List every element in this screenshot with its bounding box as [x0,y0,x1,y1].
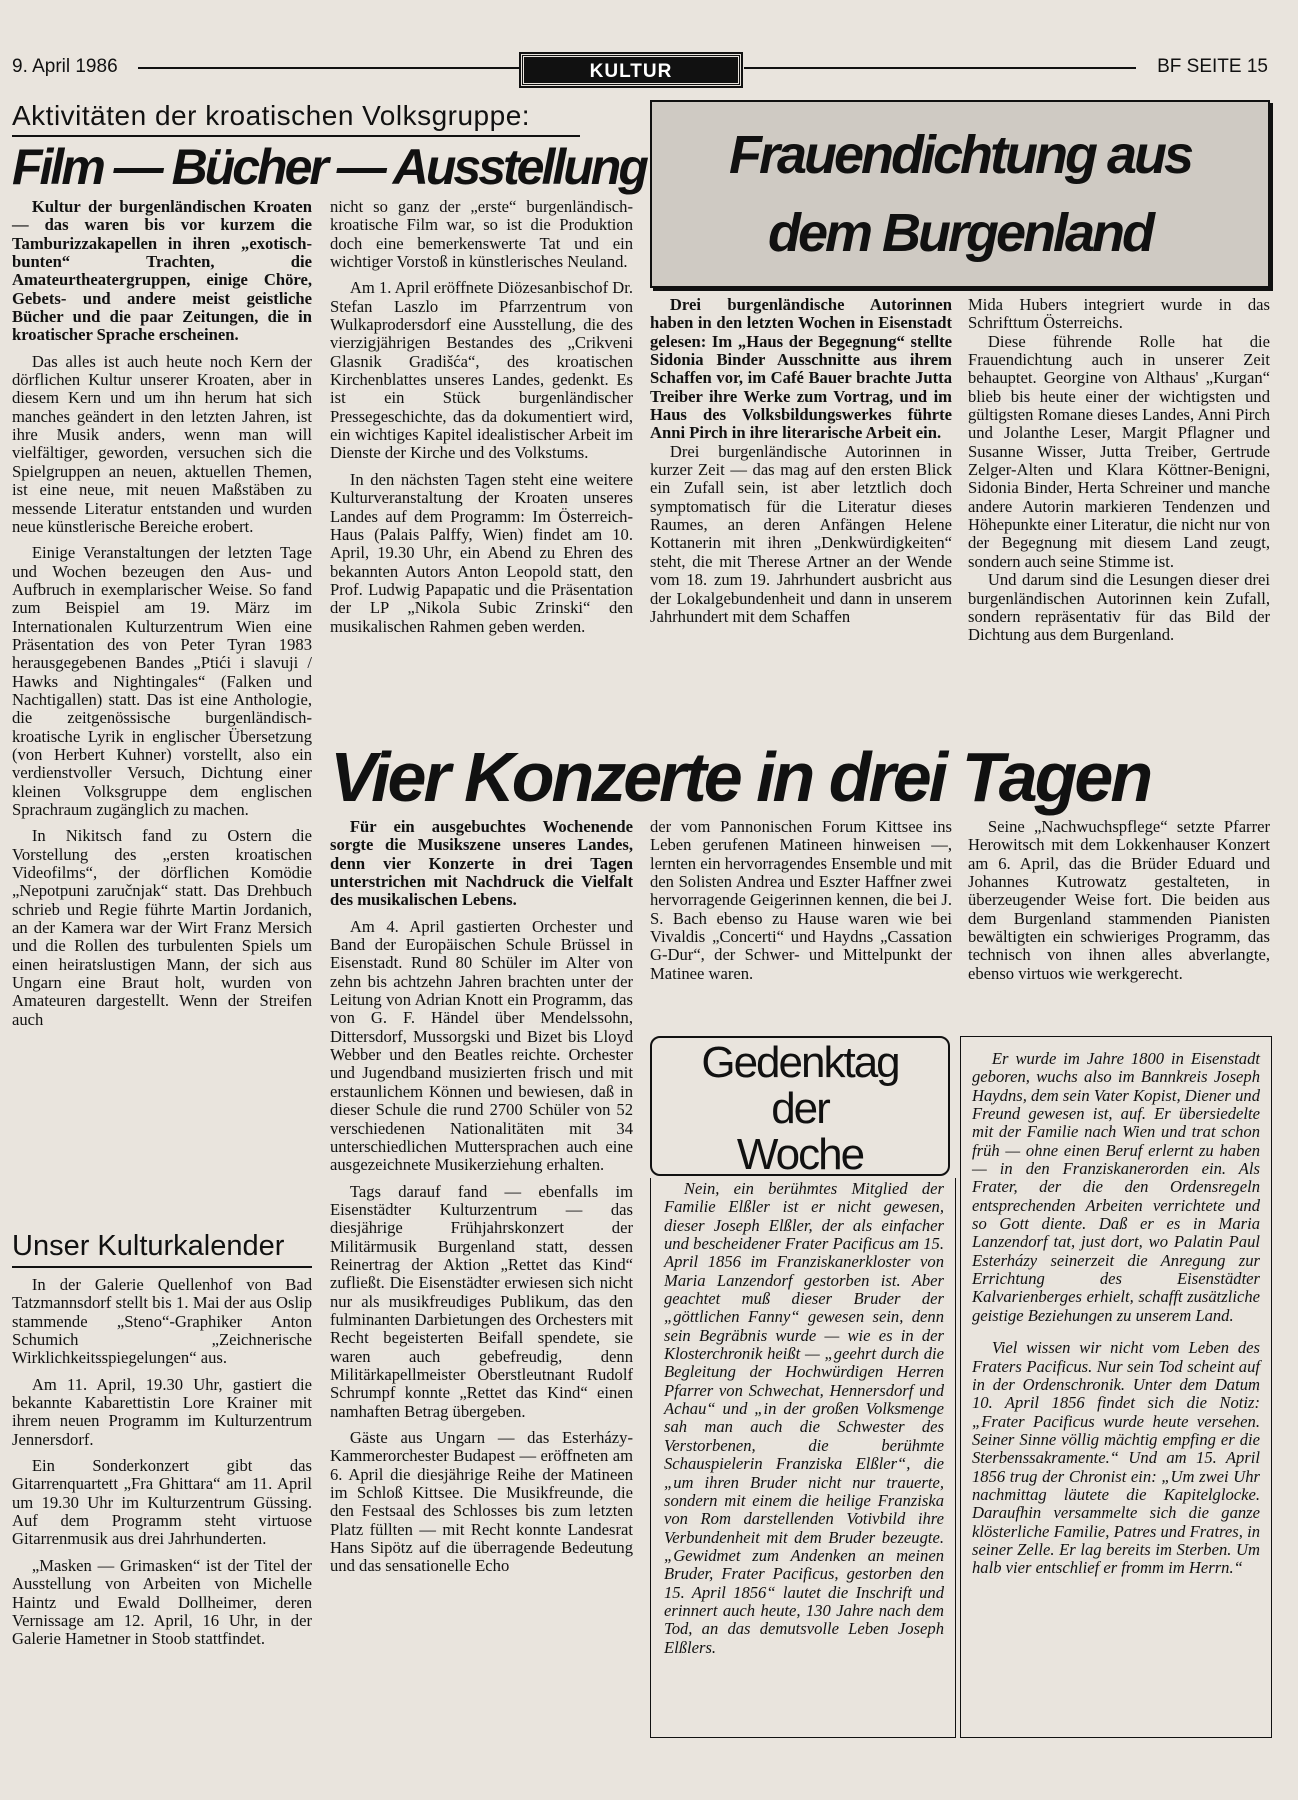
gedenktag-title-box [650,1036,950,1179]
gedenktag-title-3: Woche [736,1130,864,1179]
gedenktag-column-1 [664,1180,944,1657]
section-label: KULTUR [521,54,741,86]
article1-headline: Film — Bücher — Ausstellung [12,139,646,195]
article1-paragraph: Das alles ist auch heute noch Kern der dörflichen Kultur unserer Kroaten, aber in diesem Kern und um ihn herum hat sich manches geändert in den letzten Jahren, ist ihre Musik anders, wenn man will vielfältiger, geworden, versuchen sich die Spielgruppen an neuen, aktuellen Themen, ist eine neue, mit neuen Maßstäben zu messende Literatur entstanden und wurden neue künstlerische Bereiche erobert. [12,351,312,536]
gedenktag-column-2 [972,1050,1260,1578]
kicker-underline [12,135,580,137]
article2-paragraph: Mida Hubers integriert wurde in das Schrifttum Österreichs. [968,295,1270,333]
kalender-headline: Unser Kulturkalender [12,1230,285,1262]
article2-headline-line-2: dem Burgenland [767,203,1153,263]
kalender-underline [12,1266,312,1268]
article3-column-1 [330,818,633,1576]
kalender-column [12,1276,312,1649]
article1-kicker: Aktivitäten der kroatischen Volksgruppe: [12,100,531,131]
article3-column-3 [968,818,1270,983]
article1-paragraph: In Nikitsch fand zu Ostern die Vorstellung des „ersten kroatischen Videofilms“, der dörflichen Komödie „Nepotpuni zaručnjak“ statt. Das Drehbuch schrieb und Regie führte Martin Jordanich, an der Kamera war der Wirt Franz Mersich und die Rollen des turbulenten Spiels um einen heiratslustigen Mann, der sich aus Ungarn eine Braut holt, wurden von Amateuren dargestellt. Wenn der Streifen auch [12,826,312,1029]
gedenktag-paragraph: Nein, ein berühmtes Mitglied der Familie Elßler ist er nicht gewesen, dieser Joseph Elßler, der als einfacher und bescheidener Frater Pacificus am 15. April 1856 im Franziskanerkloster von Maria Lanzendorf gestorben ist. Aber geachtet muß dieser Bruder der „göttlichen Fanny“ gewesen sein, denn sein Begräbnis wurde — wie es in der Klosterchronik heißt — „geehrt durch die Begleitung der Hochwürdigen Herren Pfarrer von Schwechat, Hennersdorf und Achau“ und „in der großen Volksmenge sah man auch die Schwester des Verstorbenen, die berühmte Schauspielerin Franziska Elßler“, die „um ihren Bruder nicht nur trauerte, sondern mit einem die heilige Franziska von Rom darstellenden Votivbild ihre Verbundenheit mit dem Bruder bezeugte. „Gewidmet zum Andenken an meinen Bruder, Frater Pacificus, gestorben den 15. April 1856“ lautet die Inschrift und erinnert auch heute, 130 Jahre nach dem Tod, an das demutsvolle Leben Joseph Elßlers. [664,1179,944,1657]
article2-paragraph: Diese führende Rolle hat die Frauendichtung auch in unserer Zeit behauptet. Georgine von Althaus' „Kurgan“ blieb bis heute einer der wichtigsten und gültigsten Romane dieses Landes, Anni Pirch und Jolanthe Leser, Margit Pflagner und Susanne Wisser, Jutta Treiber, Gertrude Zelger-Alten und Klara Köttner-Benigni, Sidonia Binder, Herta Schreiner und manche andere Autorin markieren Tendenzen und Höhepunkte einer Literatur, die nicht nur von der Begegnung mit diesem Land zeugt, sondern auch seine Stimme ist. [968,331,1270,571]
kalender-paragraph: Ein Sonderkonzert gibt das Gitarrenquartett „Fra Ghittara“ am 11. April um 19.30 Uhr im Kulturzentrum Güssing. Auf dem Programm steht virtuose Gitarrenmusik aus drei Jahrhunderten. [12,1456,312,1549]
article1-paragraph: nicht so ganz der „erste“ burgenländisch-kroatische Film war, so ist die Produktion doch eine bemerkenswerte Tat und ein wichtiger Vorstoß in künstlerisches Neuland. [330,197,633,272]
article3-paragraph: Gäste aus Ungarn — das Esterházy-Kammerorchester Budapest — eröffneten am 6. April die diesjährige Reihe der Matineen im Schloß Kittsee. Die Musikfreunde, die den Festsaal des Schlosses bis zum letzten Platz füllten — mit Recht konnte Landesrat Hans Sipötz auf die überragende Bedeutung und das sensationelle Echo [330,1428,633,1576]
kalender-paragraph: „Masken — Grimasken“ ist der Titel der Ausstellung von Arbeiten von Michelle Haintz und Ewald Dollheimer, deren Vernissage am 12. April, 16 Uhr, in der Galerie Hametner in Stoob stattfindet. [12,1555,312,1649]
article1-column-1 [12,198,312,1029]
article2-headline-box [650,100,1270,288]
article3-paragraph: der vom Pannonischen Forum Kittsee ins Leben gerufenen Matineen hinweisen —, lernten ein hervorragendes Ensemble und mit den Solisten Andrea und Eszter Haffner zwei hervorragende Geigerinnen kennen, die bei J. S. Bach ebenso zu Hause waren wie bei Vivaldis „Concerti“ und Haydns „Cassation G-Dur“, der Schwer- und Mittelpunkt der Matinee waren. [650,817,952,983]
article1-paragraph: Am 1. April eröffnete Diözesanbischof Dr. Stefan Laszlo im Pfarrzentrum von Wulkaprodersdorf eine Ausstellung, die des vierzigjährigen Bestandes des „Crikveni Glasnik Gradišća“, des kroatischen Kirchenblattes unseres Landes, gedenkt. Es ist ein Stück burgenländischer Pressegeschichte, das da dokumentiert wird, ein wichtiges Kapitel idealistischer Arbeit im Dienste der Kirche und des Volkstums. [330,278,634,463]
article2-column-1 [650,296,952,626]
header-rule-right [744,67,1136,69]
article3-column-2 [650,818,952,983]
kalender-paragraph: In der Galerie Quellenhof von Bad Tatzmannsdorf stellt bis 1. Mai der aus Oslip stammende „Steno“-Graphiker Anton Schumich „Zeichnerische Wirklichkeitsspiegelungen“ aus. [12,1275,312,1368]
gedenktag-paragraph: Viel wissen wir nicht vom Leben des Fraters Pacificus. Nur sein Tod scheint auf in der Ordenschronik. Unter dem Datum 10. April 1856 findet sich die Notiz: „Frater Pacificus wurde heute versehen. Seiner Sinne völlig mächtig empfing er die Sterbenssakramente.“ Und am 15. April 1856 trug der Chronist ein: „Um zwei Uhr nachmittag läutete die Kapitelglocke. Daraufhin versammelte sich die ganze klösterliche Familie, Patres und Fratres, in seiner Zelle. Er lag bereits im Sterben. Um halb vier entschlief er fromm im Herrn.“ [972,1338,1260,1578]
article1-lead: Kultur der burgenländischen Kroaten — das waren bis vor kurzem die Tamburizzakapellen in ihren „exotisch-bunten“ Trachten, die Amateurtheatergruppen, einige Chöre, Gebets- und andere meist geistliche Bücher und die paar Zeitungen, die in kroatischer Sprache erscheinen. [12,197,312,345]
article1-column-2 [330,198,633,636]
issue-date: 9. April 1986 [12,56,118,77]
article3-paragraph: Am 4. April gastierten Orchester und Band der Europäischen Schule Brüssel in Eisenstadt. Rund 80 Schüler im Alter von zehn bis achtzehn Jahren brachten unter der Leitung von Adrian Knott ein Programm, das von G. F. Händel über Mendelssohn, Dittersdorf, Mussorgski und Bizet bis Lloyd Webber und den Beatles reichte. Orchester und Jugendband musizierten frisch und mit erstaunlichem Können und bewiesen, daß in dieser Schule die rund 2700 Schüler von 52 verschiedenen Nationalitäten mit 34 unterschiedlichen Muttersprachen auch eine ausgezeichnete Musikerziehung erhalten. [330,916,633,1175]
article1-paragraph: Einige Veranstaltungen der letzten Tage und Wochen bezeugen den Aus- und Aufbruch in exemplarischer Weise. So fand zum Beispiel am 19. März im Internationalen Kulturzentrum Wien eine Präsentation des von Peter Tyran 1983 herausgegebenen Bandes „Ptići i slavuji / Hawks and Nightingales“ (Falken und Nachtigallen) statt. Das ist eine Anthologie, die zeitgenössische burgenländisch-kroatische Lyrik in englischer Übersetzung (von Herbert Kuhner) vorstellt, also ein verdienstvoller Versuch, Dichtung einer kleinen Volksgruppe dem englischen Sprachraum zugänglich zu machen. [12,543,312,819]
header-rule-left [138,67,520,69]
page-number: BF SEITE 15 [1157,56,1268,77]
article2-headline-line-1: Frauendichtung aus [728,125,1192,185]
article2-paragraph: Drei burgenländische Autorinnen in kurzer Zeit — das mag auf den ersten Blick ein Zufall sein, ist aber letztlich doch symptomatisch für die Literatur dieses Raumes, an deren Anfängen Helene Kottanerin mit ihren „Denkwürdigkeiten“ steht, die mit Therese Artner an der Wende vom 18. zum 19. Jahrhundert ausbricht aus der Lokalgebundenheit und dann in unserem Jahrhundert mit dem Schaffen [650,441,952,626]
gedenktag-title-2: der [771,1084,829,1133]
article2-lead: Drei burgenländische Autorinnen haben in den letzten Wochen in Eisenstadt gelesen: Im „Haus der Begegnung“ stellte Sidonia Binder Ausschnitte aus ihrem Schaffen vor, im Café Bauer brachte Jutta Treiber ihre Werke zum Vortrag, und im Haus des Volksbildungswerkes führte Anni Pirch in ihre literarische Arbeit ein. [650,295,952,443]
article3-headline: Vier Konzerte in drei Tagen [330,738,1151,816]
article1-paragraph: In den nächsten Tagen steht eine weitere Kulturveranstaltung der Kroaten unseres Landes auf dem Programm: Im Österreich-Haus (Palais Palffy, Wien) findet am 10. April, 19.30 Uhr, ein Abend zu Ehren des bekannten Autors Anton Leopold statt, den Prof. Ludwig Papapatic und die Präsentation der LP „Nikola Subic Zrinski“ den musikalischen Rahmen geben werden. [330,469,633,636]
article2-paragraph: Und darum sind die Lesungen dieser drei burgenländischen Autorinnen kein Zufall, sondern repräsentativ für das Bild der Dichtung aus dem Burgenland. [968,570,1270,645]
kalender-paragraph: Am 11. April, 19.30 Uhr, gastiert die bekannte Kabarettistin Lore Krainer mit ihrem neuen Programm im Kulturzentrum Jennersdorf. [12,1374,312,1449]
article3-lead: Für ein ausgebuchtes Wochenende sorgte die Musikszene unseres Landes, denn vier Konzerte in drei Tagen unterstrichen mit Nachdruck die Vielfalt des musikalischen Lebens. [330,817,633,910]
article3-paragraph: Tags darauf fand — ebenfalls im Eisenstädter Kulturzentrum — das diesjährige Frühjahrskonzert der Militärmusik Burgenland statt, dessen Reinertrag der Aktion „Rettet das Kind“ zufließt. Die Eisenstädter erwiesen sich nicht nur als musikfreudiges Publikum, das den fulminanten Darbietungen des Orchesters mit Recht begeisterten Beifall spendete, sie waren auch gebefreudig, denn Militärkapellmeister Oberstleutnant Rudolf Schrumpf konnte „Rettet das Kind“ einen namhaften Betrag übergeben. [330,1181,633,1421]
article3-paragraph: Seine „Nachwuchspflege“ setzte Pfarrer Herowitsch mit dem Lokkenhauser Konzert am 6. April, das die Brüder Eduard und Johannes Kutrowatz gestalteten, in überzeugender Weise fort. Die beiden aus dem Burgenland stammenden Pianisten bewältigten ein schwieriges Programm, das technisch von ihnen alles abverlangte, ebenso virtuos wie werkgerecht. [968,817,1270,983]
gedenktag-paragraph: Er wurde im Jahre 1800 in Eisenstadt geboren, wuchs also im Bannkreis Joseph Haydns, dem sein Vater Kopist, Diener und Freund gewesen ist, auf. Er übersiedelte mit der Familie nach Wien und trat schon früh — ohne einen Beruf erlernt zu haben — in den Franziskanerorden ein. Als Frater, der die den Ordensregeln entsprechenden Arbeiten verrichtete und so Gott diente. Daß er es in Maria Lanzendorf tat, just dort, wo Palatin Paul Esterházy seinerzeit die Anregung zur Errichtung des Eisenstädter Kalvarienberges erhielt, schafft zusätzliche geistige Beziehungen zu unserem Land. [972,1049,1260,1325]
gedenktag-title-1: Gedenktag [701,1038,899,1087]
article2-column-2 [968,296,1270,645]
